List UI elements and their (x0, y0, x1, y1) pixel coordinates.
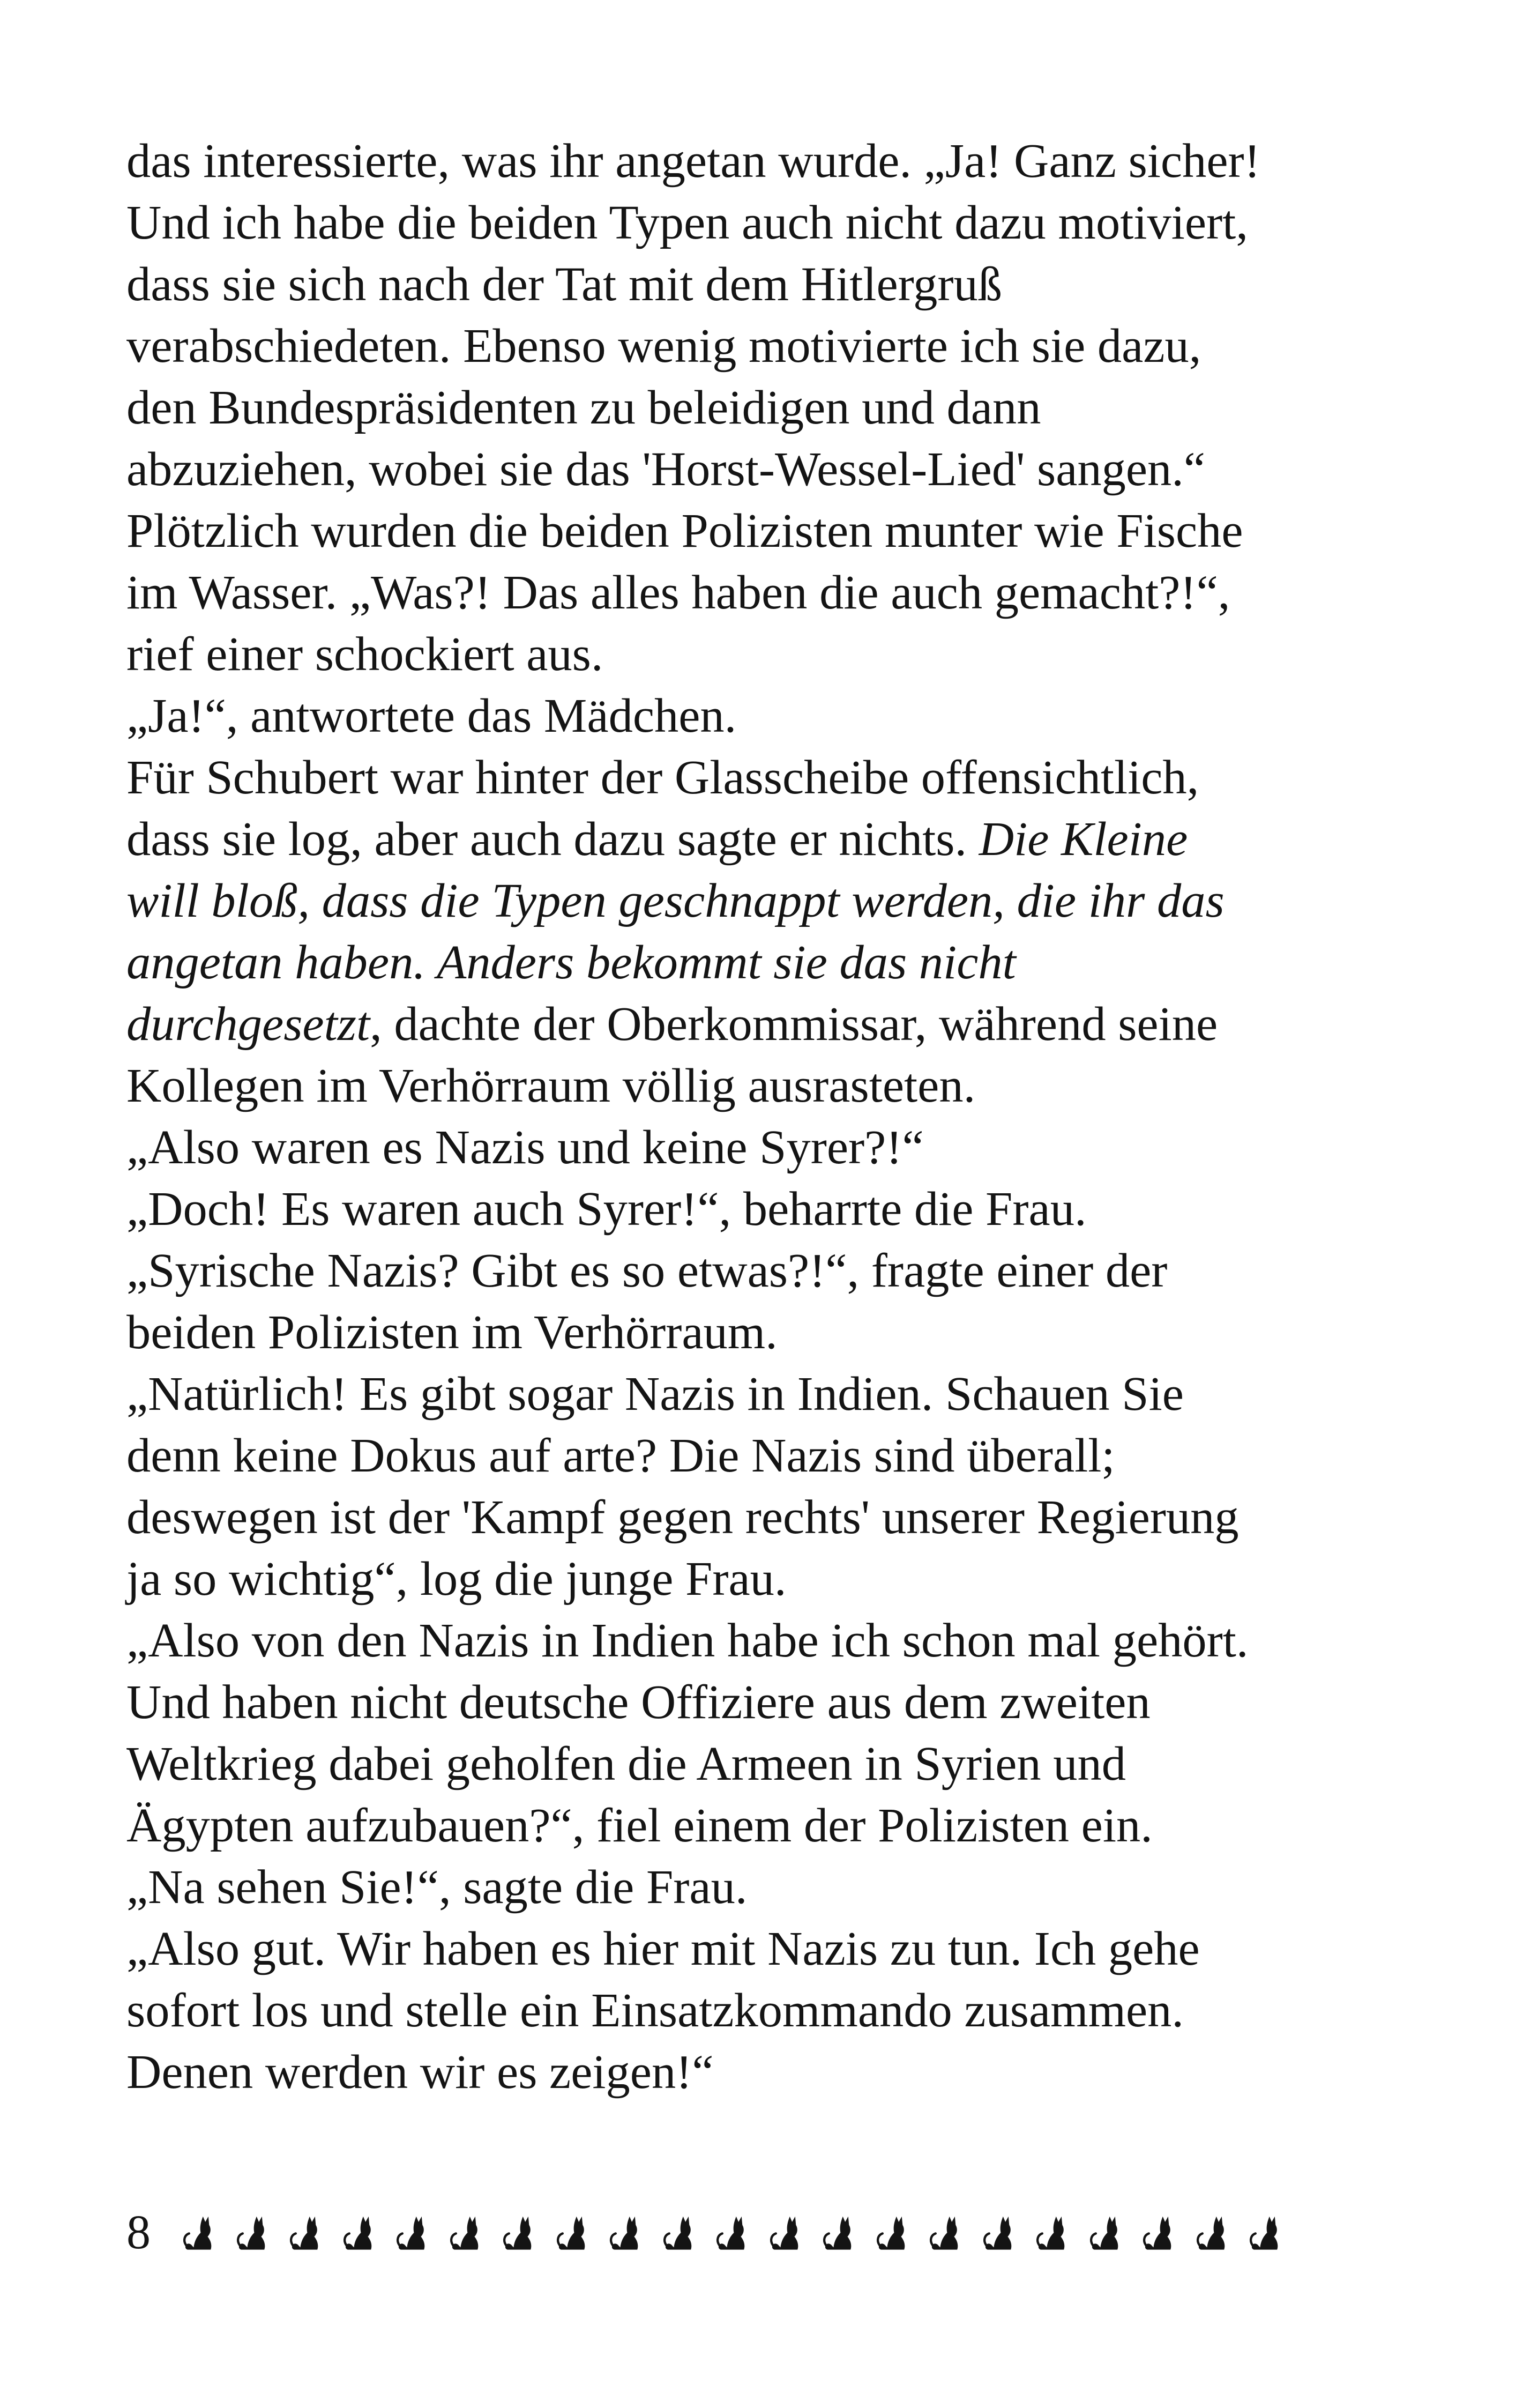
text-line (126, 808, 1423, 869)
text-line (126, 438, 1423, 500)
text-line (126, 1424, 1423, 1486)
text-segment: das interessierte, was ihr angetan wurde. „Ja! Ganz sicher! (126, 133, 1260, 188)
text-segment: „Also waren es Nazis und keine Syrer?!“ (126, 1120, 924, 1174)
cat-silhouette-icon (287, 2213, 326, 2252)
cat-silhouette-icon (607, 2213, 646, 2252)
italic-text: will bloß, dass die Typen geschnappt werden, die ihr das (126, 873, 1225, 927)
text-line (126, 376, 1423, 438)
cat-silhouette-icon (447, 2213, 486, 2252)
cat-silhouette-icon (661, 2213, 699, 2252)
text-segment: rief einer schockiert aus. (126, 627, 603, 681)
text-segment: „Also gut. Wir haben es hier mit Nazis zu tun. Ich gehe (126, 1921, 1200, 1975)
text-line (126, 1116, 1423, 1178)
cat-silhouette-icon (1247, 2213, 1286, 2252)
text-line (126, 993, 1423, 1054)
text-segment: Plötzlich wurden die beiden Polizisten munter wie Fische (126, 503, 1243, 558)
text-segment: den Bundespräsidenten zu beleidigen und dann (126, 380, 1041, 434)
text-line (126, 931, 1423, 993)
text-line (126, 1733, 1423, 1794)
cat-silhouette-icon (927, 2213, 966, 2252)
text-segment: „Natürlich! Es gibt sogar Nazis in Indien. Schauen Sie (126, 1366, 1184, 1421)
cat-silhouette-icon (1087, 2213, 1126, 2252)
page-number: 8 (126, 2206, 151, 2259)
cat-silhouette-icon (1140, 2213, 1179, 2252)
text-line (126, 561, 1423, 623)
text-line (126, 315, 1423, 376)
text-line (126, 130, 1423, 191)
text-segment: Und haben nicht deutsche Offiziere aus dem zweiten (126, 1675, 1151, 1729)
text-segment: „Syrische Nazis? Gibt es so etwas?!“, fragte einer der (126, 1243, 1168, 1297)
cat-silhouette-icon (341, 2213, 379, 2252)
text-line (126, 1979, 1423, 2041)
text-segment: ja so wichtig“, log die junge Frau. (126, 1551, 787, 1606)
text-segment: „Na sehen Sie!“, sagte die Frau. (126, 1860, 748, 1914)
text-line (126, 1363, 1423, 1424)
text-line (126, 500, 1423, 561)
text-segment: abzuziehen, wobei sie das 'Horst-Wessel-Lied' sangen.“ (126, 442, 1206, 496)
text-line (126, 746, 1423, 808)
italic-text: Die Kleine (979, 812, 1188, 866)
cat-silhouette-icon (1194, 2213, 1233, 2252)
text-segment: „Also von den Nazis in Indien habe ich schon mal gehört. (126, 1613, 1249, 1667)
text-line (126, 685, 1423, 746)
cat-silhouette-icon (820, 2213, 859, 2252)
cat-silhouette-icon (714, 2213, 752, 2252)
text-line (126, 1548, 1423, 1609)
text-segment: dass sie log, aber auch dazu sagte er nichts. (126, 812, 979, 866)
italic-text: angetan haben. Anders bekommt sie das nicht (126, 935, 1016, 989)
cat-silhouette-icon (234, 2213, 273, 2252)
cat-silhouette-icon (181, 2213, 219, 2252)
text-line (126, 1856, 1423, 1918)
text-line (126, 1178, 1423, 1239)
text-segment: deswegen ist der 'Kampf gegen rechts' unserer Regierung (126, 1490, 1239, 1544)
cat-silhouette-icon (501, 2213, 539, 2252)
text-segment: , dachte der Oberkommissar, während seine (370, 997, 1218, 1051)
text-segment: „Doch! Es waren auch Syrer!“, beharrte die Frau. (126, 1181, 1087, 1236)
ornament-row (181, 2213, 1286, 2252)
text-line (126, 1671, 1423, 1733)
text-segment: dass sie sich nach der Tat mit dem Hitlergruß (126, 257, 1003, 311)
text-line (126, 1301, 1423, 1363)
text-line (126, 869, 1423, 931)
text-line (126, 1054, 1423, 1116)
cat-silhouette-icon (874, 2213, 913, 2252)
text-segment: verabschiedeten. Ebenso wenig motivierte ich sie dazu, (126, 318, 1201, 373)
text-segment: Denen werden wir es zeigen!“ (126, 2045, 714, 2099)
cat-silhouette-icon (394, 2213, 432, 2252)
text-segment: beiden Polizisten im Verhörraum. (126, 1305, 778, 1359)
text-line (126, 1609, 1423, 1671)
text-segment: denn keine Dokus auf arte? Die Nazis sind überall; (126, 1428, 1115, 1482)
body-text (126, 130, 1423, 2102)
text-segment: Für Schubert war hinter der Glasscheibe offensichtlich, (126, 750, 1199, 804)
text-segment: sofort los und stelle ein Einsatzkommando zusammen. (126, 1983, 1184, 2037)
text-segment: „Ja!“, antwortete das Mädchen. (126, 688, 737, 742)
text-segment: Weltkrieg dabei geholfen die Armeen in Syrien und (126, 1736, 1126, 1790)
text-line (126, 623, 1423, 685)
italic-text: durchgesetzt (126, 997, 370, 1051)
cat-silhouette-icon (1034, 2213, 1072, 2252)
text-segment: im Wasser. „Was?! Das alles haben die auch gemacht?!“, (126, 565, 1230, 619)
text-line (126, 1794, 1423, 1856)
text-line (126, 1239, 1423, 1301)
text-line (126, 1918, 1423, 1979)
text-segment: Ägypten aufzubauen?“, fiel einem der Polizisten ein. (126, 1798, 1153, 1852)
text-line (126, 1486, 1423, 1548)
page-footer (126, 2203, 1286, 2262)
text-segment: Kollegen im Verhörraum völlig ausrasteten. (126, 1058, 976, 1112)
text-line (126, 2041, 1423, 2102)
cat-silhouette-icon (981, 2213, 1019, 2252)
text-segment: Und ich habe die beiden Typen auch nicht dazu motiviert, (126, 195, 1248, 249)
text-line (126, 253, 1423, 315)
cat-silhouette-icon (767, 2213, 806, 2252)
cat-silhouette-icon (554, 2213, 593, 2252)
text-line (126, 191, 1423, 253)
